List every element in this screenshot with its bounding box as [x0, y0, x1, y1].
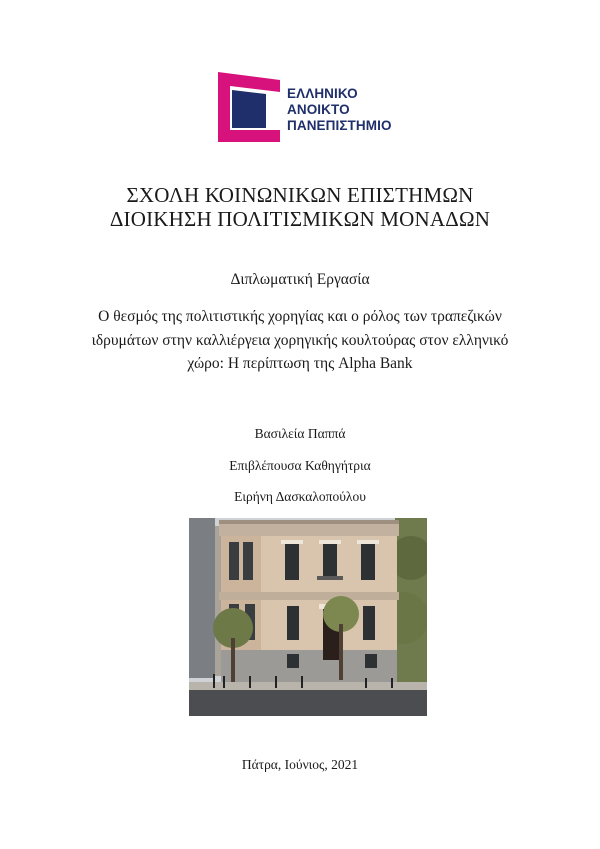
document-type: Διπλωματική Εργασία [230, 271, 370, 288]
logo-line: ΠΑΝΕΠΙΣΤΗΜΙΟ [287, 118, 392, 133]
building-photo [189, 518, 427, 716]
logo-line: ΕΛΛΗΝΙΚΟ [287, 86, 358, 101]
university-logo [216, 70, 406, 144]
supervisor-name: Ειρήνη Δασκαλοπούλου [234, 489, 366, 504]
logo-line: ΑΝΟΙΚΤΟ [287, 102, 350, 117]
thesis-title-line: ιδρυμάτων στην καλλιέργεια χορηγικής κουλτούρας στον ελληνικό [91, 331, 509, 349]
school-name: ΣΧΟΛΗ ΚΟΙΝΩΝΙΚΩΝ ΕΠΙΣΤΗΜΩΝ [126, 183, 474, 207]
thesis-title-line: Ο θεσμός της πολιτιστικής χορηγίας και ο ρόλος των τραπεζικών [98, 308, 502, 325]
thesis-title-line: χώρο: Η περίπτωση της Alpha Bank [187, 355, 413, 372]
eap-logo-icon [216, 70, 282, 144]
building-illustration [189, 518, 427, 716]
supervisor-label: Επιβλέπουσα Καθηγήτρια [229, 458, 371, 473]
logo-wordmark [287, 86, 407, 134]
place-and-date: Πάτρα, Ιούνιος, 2021 [241, 757, 359, 772]
author-name: Βασιλεία Παππά [254, 426, 346, 441]
department-name: ΔΙΟΙΚΗΣΗ ΠΟΛΙΤΙΣΜΙΚΩΝ ΜΟΝΑΔΩΝ [109, 207, 491, 231]
thesis-title [0, 305, 600, 376]
